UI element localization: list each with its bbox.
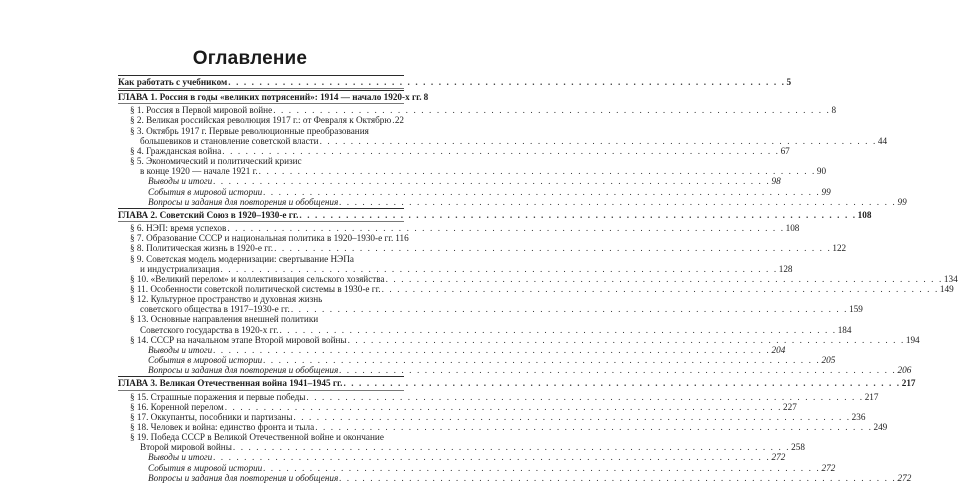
- toc-page-number: 258: [791, 442, 805, 453]
- toc-page-number: 205: [821, 355, 836, 366]
- toc-entry[interactable]: [118, 304, 863, 315]
- dot-leader: . . . . . . . . . . . . . . . . . . . . . . . . . . . . . . . . . . . . . . . . . . . . . . . . . . . . . . . . . . . . . . . . . . . . . . . .: [227, 223, 785, 234]
- toc-page-number: 134: [943, 273, 958, 284]
- toc-entry-title: § 6. НЭП: время успехов: [130, 223, 227, 234]
- toc-entry[interactable]: [118, 401, 797, 412]
- divider: [118, 88, 404, 89]
- toc-entry-title: Выводы и итоги: [148, 344, 213, 355]
- toc-entry-title: в конце 1920 — начале 1921 г.: [140, 166, 258, 177]
- page-title: Оглавление: [192, 48, 308, 69]
- toc-entry-title: Вопросы и задания для повторения и обобщения: [148, 196, 339, 207]
- toc-chapter-entry[interactable]: [118, 378, 916, 389]
- toc-entry[interactable]: [118, 254, 404, 264]
- dot-leader: . . . . . . . . . . . . . . . . . . . . . . . . . . . . . . . . . . . . . . . . . . . . . . . . . . . . . . . . . . . . . . . . . . . . . . . .: [263, 462, 821, 473]
- toc-page-number: 122: [832, 243, 847, 254]
- toc-entry-title: § 18. Человек и война: единство фронта и тыла: [130, 422, 315, 432]
- toc-entry[interactable]: [118, 126, 404, 136]
- toc-entry-title: События в мировой истории: [148, 462, 263, 473]
- toc-entry[interactable]: [118, 196, 907, 207]
- toc-page-number: 236: [851, 411, 866, 422]
- dot-leader: . . . . . . . . . . . . . . . . . . . . . . . . . . . . . . . . . . . . . . . . . . . . . . . . . . . . . . . . . . . . . . . . . . . . . . . .: [274, 243, 832, 254]
- toc-entry-title: Выводы и итоги: [148, 176, 213, 187]
- dot-leader: . . . . . . . . . . . . . . . . . . . . . . . . . . . . . . . . . . . . . . . . . . . . . . . . . . . . . . . . . . . . . . . . . . . . . . . .: [347, 334, 905, 345]
- toc-entry-title: § 10. «Великий перелом» и коллективизация сельского хозяйства: [130, 273, 385, 284]
- toc-page-number: 206: [897, 365, 912, 376]
- toc-page-number: 90: [816, 166, 827, 177]
- toc-entry-title: ГЛАВА 1. Россия в годы «великих потрясений»: 1914 — начало 1920-х гг.: [118, 92, 422, 103]
- toc-entry[interactable]: [118, 294, 404, 304]
- toc-page-number: 249: [873, 422, 888, 432]
- toc-entry[interactable]: [118, 365, 912, 376]
- toc-entry-title: и индустриализация: [140, 263, 220, 274]
- toc-entry-title: § 1. Россия в Первой мировой войне: [130, 105, 273, 116]
- dot-leader: . . . . . . . . . . . . . . . . . . . . . . . . . . . . . . . . . . . . . . . . . . . . . . . . . . . . . . . . . . . . . . . . . . . . . . . .: [319, 135, 877, 146]
- dot-leader: . . . . . . . . . . . . . . . . . . . . . . . . . . . . . . . . . . . . . . . . . . . . . . . . . . . . . . . . . . . . . . . . . . . . . . . .: [213, 344, 771, 355]
- toc-entry-title: большевиков и становление советской власти: [140, 135, 319, 146]
- divider: [118, 103, 404, 104]
- toc-page-number: 227: [783, 401, 797, 412]
- toc-page-number: 99: [821, 186, 831, 197]
- toc-page-number: 8: [831, 105, 837, 116]
- dot-leader: . . . . . . . . . . . . . . . . . . . . . . . . . . . . . . . . . . . . . . . . . . . . . . . . . . . . . . . . . . . . . . . . . . . . . . . .: [224, 401, 782, 412]
- dot-leader: . . . . . . . . . . . . . . . . . . . . . . . . . . . . . . . . . . . . . . . . . . . . . . . . . . . . . . . . . . . . . . . . . . . . . . . .: [293, 411, 851, 422]
- toc-page-number: 194: [905, 334, 920, 345]
- toc-entry-title: События в мировой истории: [148, 355, 263, 366]
- toc-page-number: 116: [395, 233, 409, 244]
- toc-entry-title: Вопросы и задания для повторения и обобщения: [148, 365, 339, 376]
- toc-chapter-entry[interactable]: [118, 77, 792, 87]
- dot-leader: . . . . . . . . . . . . . . . . . . . . . . . . . . . . . . . . . . . . . . . . . . . . . . . . . . . . . . . . . . . . . . . . . . . . . . . .: [279, 324, 837, 335]
- toc-page-number: 99: [897, 196, 907, 207]
- toc-entry[interactable]: [118, 432, 404, 442]
- dot-leader: . . . . . . . . . . . . . . . . . . . . . . . . . . . . . . . . . . . . . . . . . . . . . . . . . . . . . . . . . . . . . . . . . . . . . . . .: [381, 283, 939, 294]
- toc-chapter-entry[interactable]: [118, 209, 872, 220]
- dot-leader: . . . . . . . . . . . . . . . . . . . . . . . . . . . . . . . . . . . . . . . . . . . . . . . . . . . . . . . . . . . . . . . . . . . . . . . .: [222, 145, 780, 156]
- toc-entry[interactable]: [118, 283, 954, 294]
- toc-page-number: 272: [771, 452, 786, 463]
- divider: [118, 208, 404, 209]
- toc-page-number: 204: [771, 344, 786, 355]
- toc-entry-title: События в мировой истории: [148, 186, 263, 197]
- toc-entry[interactable]: [118, 156, 404, 166]
- toc-entry[interactable]: [118, 355, 836, 366]
- dot-leader: . . . . . . . . . . . . . . . . . . . . . . . . . . . . . . . . . . . . . . . . . . . . . . . . . . . . . . . . . . . . . . . . . . . . . . . .: [258, 166, 816, 177]
- toc-entry-title: § 4. Гражданская война: [130, 145, 222, 156]
- dot-leader: . . . . . . . . . . . . . . . . . . . . . . . . . . . . . . . . . . . . . . . . . . . . . . . . . . . . . . . . . . . . . . . . . . . . . . . .: [339, 472, 897, 483]
- dot-leader: . . . . . . . . . . . . . . . . . . . . . . . . . . . . . . . . . . . . . . . . . . . . . . . . . . . . . . . . . . . . . . . . . . . . . . . .: [273, 105, 831, 116]
- dot-leader: . . . . . . . . . . . . . . . . . . . . . . . . . . . . . . . . . . . . . . . . . . . . . . . . . . . . . . . . . . . . . . . . . . . . . . . .: [385, 273, 943, 284]
- toc-entry[interactable]: [118, 273, 958, 284]
- toc-page-number: 67: [780, 145, 790, 156]
- divider: [118, 90, 404, 91]
- toc-entry-title: § 3. Октябрь 1917 г. Первые революционные преобразования: [130, 125, 369, 136]
- toc-entry[interactable]: [118, 233, 409, 244]
- toc-entry[interactable]: [118, 223, 800, 234]
- dot-leader: . . . . . . . . . . . . . . . . . . . . . . . . . . . . . . . . . . . . . . . . . . . . . . . . . . . . . . . . . . . . . . . . . . . . . . . .: [339, 196, 897, 207]
- toc-entry[interactable]: [118, 166, 827, 177]
- dot-leader: . . . . . . . . . . . . . . . . . . . . . . . . . . . . . . . . . . . . . . . . . . . . . . . . . . . . . . . . . . . . . . . . . . . . . . . .: [306, 391, 864, 402]
- toc-entry-title: § 2. Великая российская революция 1917 г.: от Февраля к Октябрю: [130, 115, 392, 126]
- toc-entry-title: Второй мировой войны: [140, 442, 232, 453]
- toc-entry-title: советского общества в 1917–1930-е гг.: [140, 304, 290, 315]
- toc-entry[interactable]: [118, 334, 920, 345]
- toc-entry-title: § 14. СССР на начальном этапе Второй мировой войны: [130, 334, 347, 345]
- toc-entry[interactable]: [118, 462, 836, 473]
- dot-leader: . . . . . . . . . . . . . . . . . . . . . . . . . . . . . . . . . . . . . . . . . . . . . . . . . . . . . . . . . . . . . . . . . . . . . . . .: [232, 442, 791, 453]
- toc-entry-title: § 8. Политическая жизнь в 1920-е гг.: [130, 243, 274, 254]
- divider: [118, 75, 404, 76]
- toc-entry-title: Советского государства в 1920-х гг.: [140, 324, 279, 335]
- dot-leader: . . . . . . . . . . . . . . . . . . . . . . . . . . . . . . . . . . . . . . . . . . . . . . . . . . . . . . . . . . . . . . . . . . . . . . . .: [263, 186, 821, 197]
- toc-entry-title: § 19. Победа СССР в Великой Отечественной войне и окончание: [130, 432, 384, 443]
- toc-page-number: 8: [423, 92, 429, 103]
- toc-entry[interactable]: [118, 411, 866, 422]
- toc-entry-title: ГЛАВА 2. Советский Союз в 1920–1930-е гг.: [118, 209, 299, 220]
- toc-entry[interactable]: [118, 135, 888, 146]
- toc-entry-title: § 15. Страшные поражения и первые победы: [130, 391, 306, 402]
- toc-entry-title: § 12. Культурное пространство и духовная жизнь: [130, 294, 323, 305]
- toc-entry[interactable]: [118, 263, 793, 274]
- toc-entry[interactable]: [118, 472, 912, 483]
- toc-entry-title: § 16. Коренной перелом: [130, 401, 224, 412]
- toc-page-number: 272: [897, 472, 912, 483]
- toc-entry[interactable]: [118, 324, 852, 335]
- dot-leader: . . . . . . . . . . . . . . . . . . . . . . . . . . . . . . . . . . . . . . . . . . . . . . . . . . . . . . . . . . . . . . . . . . . . . . . .: [213, 452, 771, 463]
- toc-entry-title: § 5. Экономический и политический кризис: [130, 156, 302, 167]
- toc-entry[interactable]: [118, 452, 786, 463]
- toc-entry[interactable]: [118, 442, 805, 453]
- divider: [118, 376, 404, 377]
- dot-leader: . . . . . . . . . . . . . . . . . . . . . . . . . . . . . . . . . . . . . . . . . . . . . . . . . . . . . . . . . . . . . . . . . . . . . . . .: [228, 77, 786, 87]
- dot-leader: . . . . . . . . . . . . . . . . . . . . . . . . . . . . . . . . . . . . . . . . . . . . . . . . . . . . . . . . . . . . . . . . . . . . . . . .: [213, 176, 771, 187]
- dot-leader: . . . . . . . . . . . . . . . . . . . . . . . . . . . . . . . . . . . . . . . . . . . . . . . . . . . . . . . . . . . . . . . . . . . . . . . .: [339, 365, 897, 376]
- toc-entry-title: Выводы и итоги: [148, 452, 213, 463]
- toc-entry[interactable]: [118, 186, 831, 197]
- toc-entry[interactable]: [118, 176, 781, 187]
- toc-entry-title: Вопросы и задания для повторения и обобщения: [148, 472, 339, 483]
- toc-page-number: 5: [786, 77, 792, 87]
- dot-leader: . . . . . . . . . . . . . . . . . . . . . . . . . . . . . . . . . . . . . . . . . . . . . . . . . . . . . . . . . . . . . . . . . . . . . . . .: [315, 422, 873, 432]
- toc-entry-title: Как работать с учебником: [118, 77, 228, 87]
- toc-page-number: 184: [837, 324, 852, 335]
- divider: [118, 390, 404, 391]
- toc-page-number: 128: [778, 263, 793, 274]
- toc-page-number: 159: [849, 304, 863, 315]
- toc-entry[interactable]: [118, 243, 847, 254]
- toc-entry-title: § 17. Оккупанты, пособники и партизаны: [130, 411, 293, 422]
- toc-page-number: 98: [771, 176, 781, 187]
- toc-entry[interactable]: [118, 145, 790, 156]
- toc-page-number: 217: [864, 391, 879, 402]
- toc-page-number: 22: [394, 115, 404, 126]
- toc-entry-title: ГЛАВА 3. Великая Отечественная война 1941–1945 гг.: [118, 378, 343, 389]
- dot-leader: . . . . . . . . . . . . . . . . . . . . . . . . . . . . . . . . . . . . . . . . . . . . . . . . . . . . . . . . . . . . . . . . . . . . . . . .: [263, 355, 821, 366]
- dot-leader: . . . . . . . . . . . . . . . . . . . . . . . . . . . . . . . . . . . . . . . . . . . . . . . . . . . . . . . . . . . . . . . . . . . . . . . .: [220, 263, 778, 274]
- toc-entry-title: § 9. Советская модель модернизации: свертывание НЭПа: [130, 253, 354, 264]
- toc-entry[interactable]: [118, 344, 786, 355]
- toc-page-number: 108: [857, 209, 872, 220]
- toc-page-number: 149: [939, 283, 954, 294]
- toc-entry-title: § 7. Образование СССР и национальная политика в 1920–1930-е гг.: [130, 233, 394, 244]
- toc-page-number: 217: [901, 378, 916, 389]
- toc-entry-title: § 13. Основные направления внешней политики: [130, 314, 319, 325]
- toc-entry[interactable]: [118, 314, 404, 324]
- toc-page-number: 272: [821, 462, 836, 473]
- toc-chapter-entry[interactable]: [118, 92, 429, 103]
- table-of-contents: [118, 74, 958, 483]
- toc-page-number: 44: [877, 135, 888, 146]
- toc-page-number: 108: [785, 223, 800, 234]
- dot-leader: . . . . . . . . . . . . . . . . . . . . . . . . . . . . . . . . . . . . . . . . . . . . . . . . . . . . . . . . . . . . . . . . . . . . . . . .: [290, 304, 849, 315]
- dot-leader: . . . . . . . . . . . . . . . . . . . . . . . . . . . . . . . . . . . . . . . . . . . . . . . . . . . . . . . . . . . . . . . . . . . . . . . .: [299, 209, 857, 220]
- toc-entry-title: § 11. Особенности советской политической системы в 1930-е гг.: [130, 283, 381, 294]
- toc-entry[interactable]: [118, 422, 888, 432]
- divider: [118, 221, 404, 222]
- toc-entry[interactable]: [118, 105, 837, 116]
- toc-entry[interactable]: [118, 391, 879, 402]
- toc-entry[interactable]: [118, 115, 404, 125]
- dot-leader: . . . . . . . . . . . . . . . . . . . . . . . . . . . . . . . . . . . . . . . . . . . . . . . . . . . . . . . . . . . . . . . . . . . . . . . .: [343, 378, 901, 389]
